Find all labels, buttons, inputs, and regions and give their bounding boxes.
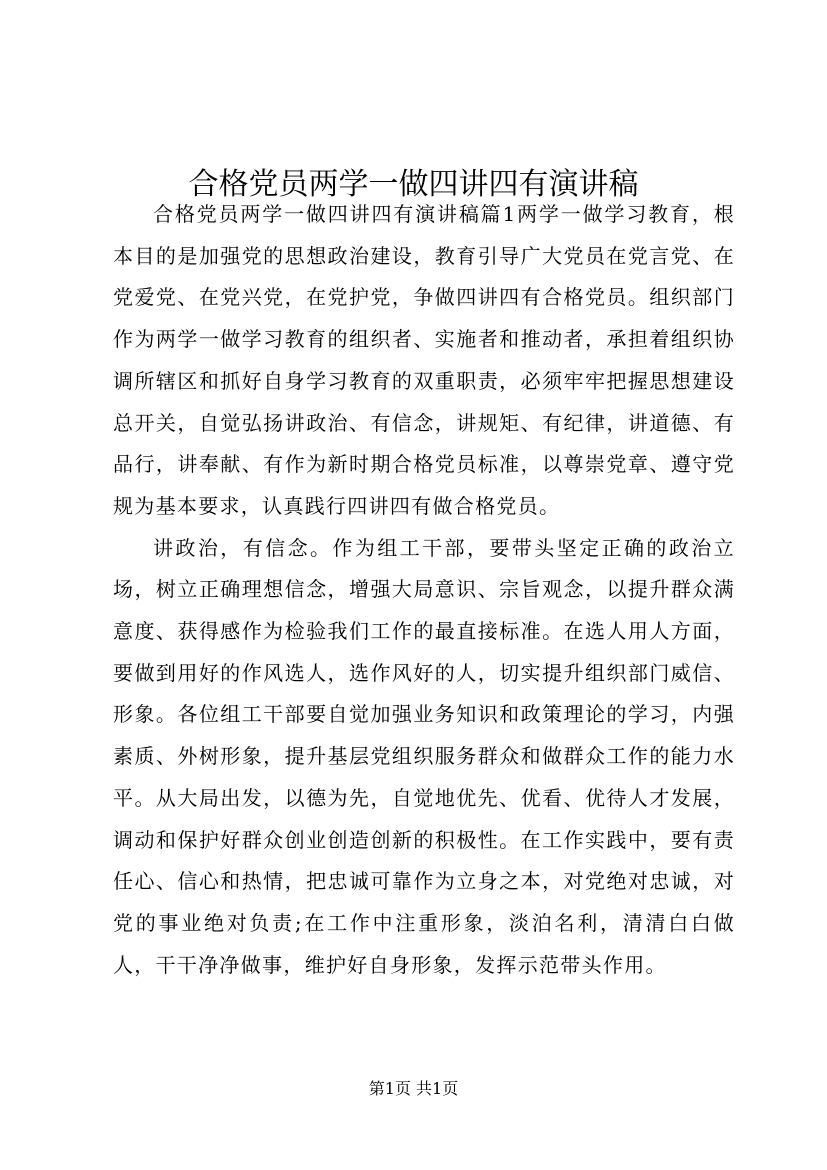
- document-title: 合格党员两学一做四讲四有演讲稿: [188, 167, 639, 203]
- page-footer: 第1页 共1页: [368, 1079, 459, 1098]
- document-body: [113, 194, 735, 986]
- paragraph-1: 合格党员两学一做四讲四有演讲稿篇1两学一做学习教育，根本目的是加强党的思想政治建设，教育引导广大党员在党言党、在党爱党、在党兴党，在党护党，争做四讲四有合格党员。组织部门作为两学一做学习教育的组织者、实施者和推动者，承担着组织协调所辖区和抓好自身学习教育的双重职责，必须牢牢把握思想建设总开关，自觉弘扬讲政治、有信念，讲规矩、有纪律，讲道德、有品行，讲奉献、有作为新时期合格党员标准，以尊崇党章、遵守党规为基本要求，认真践行四讲四有做合格党员。: [113, 202, 735, 518]
- paragraph-2: 讲政治，有信念。作为组工干部，要带头坚定正确的政治立场，树立正确理想信念，增强大局意识、宗旨观念，以提升群众满意度、获得感作为检验我们工作的最直接标准。在选人用人方面，要做到用好的作风选人，选作风好的人，切实提升组织部门威信、形象。各位组工干部要自觉加强业务知识和政策理论的学习，内强素质、外树形象，提升基层党组织服务群众和做群众工作的能力水平。从大局出发，以德为先，自觉地优先、优看、优待人才发展，调动和保护好群众创业创造创新的积极性。在工作实践中，要有责任心、信心和热情，把忠诚可靠作为立身之本，对党绝对忠诚，对党的事业绝对负责;在工作中注重形象，淡泊名利，清清白白做人，干干净净做事，维护好自身形象，发挥示范带头作用。: [113, 535, 735, 977]
